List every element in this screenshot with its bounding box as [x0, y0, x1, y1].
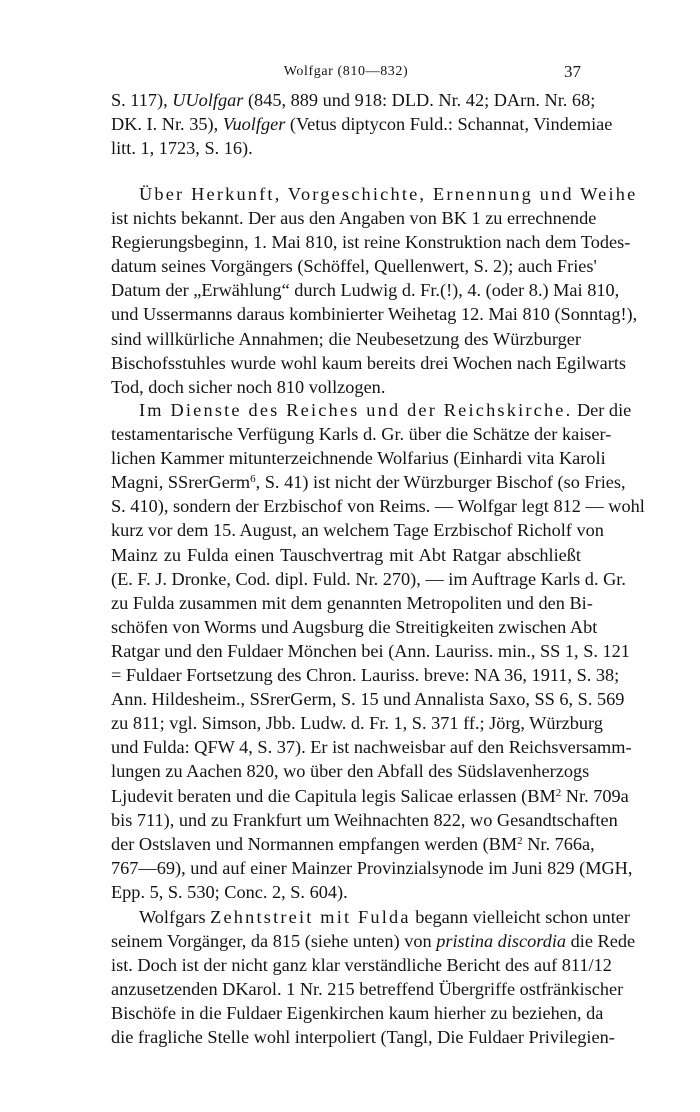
running-title: Wolfgar (810—832)	[283, 64, 409, 79]
text-line: schöfen von Worms und Augsburg die Streitigkeiten zwischen Abt	[111, 616, 598, 637]
superscript: 2	[517, 834, 523, 847]
text-line: zu Fulda zusammen mit dem genannten Metropoliten und den Bi-	[111, 592, 593, 613]
text-line: der Ostslaven und Normannen empfangen werden ($BM^2$ Nr. 766a,	[111, 833, 595, 854]
text-line: Regierungsbeginn, 1. Mai 810, ist reine Konstruktion nach dem Todes-	[111, 232, 631, 253]
text-line: die fragliche Stelle wohl interpoliert (Tangl, Die Fuldaer Privilegien-	[111, 1027, 615, 1048]
text-line: Bischöfe in die Fuldaer Eigenkirchen kaum hierher zu beziehen, da	[111, 1003, 604, 1024]
text-line: = Fuldaer Fortsetzung des Chron. Lauriss. breve: NA 36, 1911, S. 38;	[111, 665, 620, 686]
text-line: litt. 1, 1723, S. 16).	[111, 138, 253, 159]
paragraph-zehntstreit	[111, 905, 636, 1050]
text-line: sind willkürliche Annahmen; die Neubesetzung des Würzburger	[111, 328, 581, 349]
superscript: 2	[555, 786, 562, 799]
text-line: bis 711), und zu Frankfurt um Weihnachten 822, wo Gesandtschaften	[111, 809, 618, 830]
text-line: Epp. 5, S. 530; Conc. 2, S. 604).	[111, 881, 348, 902]
text-line: Magni, SSrerGerm$^6$, S. 41) ist nicht der Würzburger Bischof (so Fries,	[111, 472, 626, 493]
italic-phrase: pristina discordia	[436, 931, 567, 952]
text-line: Mainz zu Fulda einen Tauschvertrag mit Abt Ratgar abschließt	[111, 544, 581, 565]
text-line: lungen zu Aachen 820, wo über den Abfall des Südslavenherzogs	[111, 761, 590, 782]
text-line: lichen Kammer mitunterzeichnende Wolfarius (Einhardi vita Karoli	[111, 448, 606, 469]
paragraph-dienste	[111, 398, 645, 904]
text-line: (E. F. J. Dronke, Cod. dipl. Fuld. Nr. 270), — im Auftrage Karls d. Gr.	[111, 568, 626, 589]
superscript: 6	[250, 473, 256, 486]
paragraph-citations	[111, 88, 613, 160]
text-line: Tod, doch sicher noch 810 vollzogen.	[111, 376, 386, 397]
text-line: anzusetzenden DKarol. 1 Nr. 215 betreffend Übergriffe ostfränkischer	[111, 979, 624, 1000]
text-line: und Fulda: QFW 4, S. 37). Er ist nachweisbar auf den Reichsversamm-	[111, 737, 632, 758]
section-heading: Im Dienste des Reiches und der Reichskirche.	[139, 400, 573, 420]
text-line: datum seines Vorgängers (Schöffel, Quellenwert, S. 2); auch Fries'	[111, 256, 597, 277]
page-number: 37	[564, 62, 581, 81]
text-line: S. 410), sondern der Erzbischof von Reims. — Wolfgar legt 812 — wohl	[111, 496, 645, 517]
text-line: DK. I. Nr. 35), Vuolfger (Vetus diptycon Fuld.: Schannat, Vindemiae	[111, 114, 613, 135]
page-header	[111, 60, 581, 84]
text-line: testamentarische Verfügung Karls d. Gr. über die Schätze der kaiser-	[111, 424, 612, 445]
text-line: Ljudevit beraten und die Capitula legis Salicae erlassen ($BM^2$ Nr. 709a	[111, 785, 629, 806]
italic-name: UUolfgar	[172, 90, 244, 110]
text-line: Bischofsstuhles wurde wohl kaum bereits drei Wochen nach Egilwarts	[111, 352, 627, 373]
text-line: Ann. Hildesheim., SSrerGerm, S. 15 und Annalista Saxo, SS 6, S. 569	[111, 689, 625, 710]
paragraph-herkunft	[111, 182, 638, 399]
text-line: 767—69), und auf einer Mainzer Provinzialsynode im Juni 829 (MGH,	[111, 857, 633, 878]
text-line: ist. Doch ist der nicht ganz klar verständliche Bericht des auf 811/12	[111, 955, 612, 976]
text-line: und Ussermanns daraus kombinierter Weihetag 12. Mai 810 (Sonntag!),	[111, 304, 638, 325]
italic-name: Vuolfger	[222, 114, 286, 135]
text-line: Ratgar und den Fuldaer Mönchen bei (Ann. Lauriss. min., SS 1, S. 121	[111, 640, 630, 661]
text-line: zu 811; vgl. Simson, Jbb. Ludw. d. Fr. 1, S. 371 ff.; Jörg, Würzburg	[111, 713, 603, 734]
text-line: seinem Vorgänger, da 815 (siehe unten) von pristina discordia die Rede	[111, 931, 636, 952]
text-line: Im Dienste des Reiches und der Reichskirche. Der die	[139, 400, 632, 420]
text-line: ist nichts bekannt. Der aus den Angaben von BK 1 zu errechnende	[111, 208, 597, 229]
text-line: kurz vor dem 15. August, an welchem Tage Erzbischof Richolf von	[111, 520, 604, 541]
section-heading: Über Herkunft, Vorgeschichte, Ernennung und Weihe	[139, 184, 638, 204]
text-line: Wolfgars Zehntstreit mit Fulda begann vielleicht schon unter	[139, 907, 630, 927]
text-line: Datum der „Erwählung“ durch Ludwig d. Fr.(!), 4. (oder 8.) Mai 810,	[111, 280, 620, 301]
text-line: S. 117), UUolfgar (845, 889 und 918: DLD. Nr. 42; DArn. Nr. 68;	[111, 90, 596, 110]
section-heading: Zehntstreit mit Fulda	[210, 907, 411, 927]
